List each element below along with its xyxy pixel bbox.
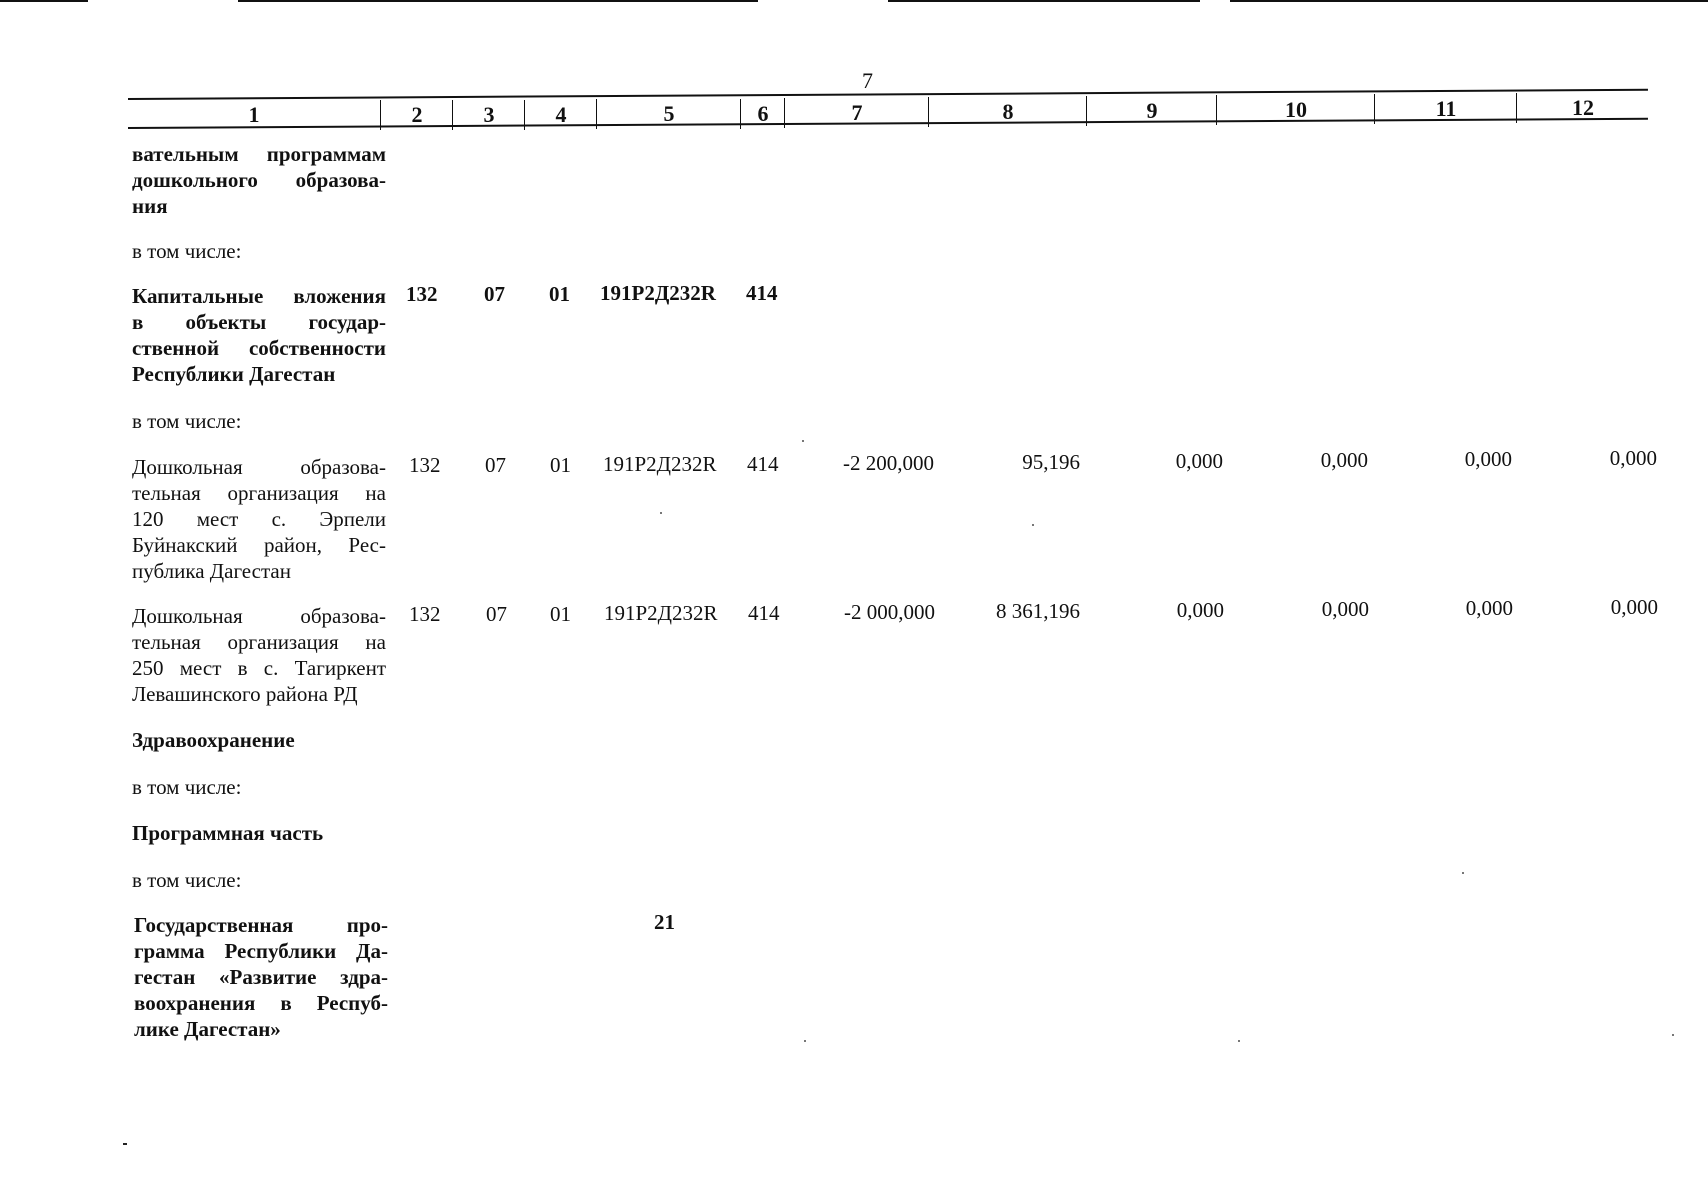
cell-col-9: 0,000 <box>1176 598 1224 622</box>
header-col-7: 7 <box>784 98 929 128</box>
header-col-11: 11 <box>1374 94 1517 124</box>
header-col-2: 2 <box>380 100 453 130</box>
cell-col-7: -2 200,000 <box>843 451 934 475</box>
cell-col-10: 0,000 <box>1320 448 1368 472</box>
row-description <box>132 408 386 434</box>
description-line: гестан «Развитие здра- <box>134 965 388 989</box>
description-line: воохранения в Респуб- <box>134 991 388 1015</box>
description-line: тельная организация на <box>132 630 386 654</box>
description-line: 120 мест с. Эрпели <box>132 507 386 531</box>
cell-col-10: 0,000 <box>1321 597 1369 621</box>
description-line: ственной собственности <box>132 336 386 360</box>
cell-col-2: 132 <box>409 602 441 626</box>
cell-col-3: 07 <box>485 453 506 477</box>
cell-col-5: 191Р2Д232R <box>603 452 717 476</box>
scan-speck <box>804 1040 806 1042</box>
cell-col-3: 07 <box>484 282 505 306</box>
top-edge-line <box>1230 0 1708 2</box>
cell-col-5: 191Р2Д232R <box>600 281 716 305</box>
row-description <box>132 867 386 893</box>
top-edge-line <box>888 0 1200 2</box>
header-col-9: 9 <box>1086 96 1217 126</box>
header-col-1: 1 <box>248 102 260 127</box>
description-line: публика Дагестан <box>132 559 291 583</box>
scan-speck <box>802 440 804 442</box>
cell-col-3: 07 <box>486 602 507 626</box>
row-description <box>132 454 386 584</box>
cell-col-11: 0,000 <box>1464 447 1512 471</box>
description-line: Левашинского района РД <box>132 682 358 706</box>
header-col-4: 4 <box>524 100 597 130</box>
row-description <box>132 603 386 707</box>
description-line: Республики Дагестан <box>132 362 336 386</box>
header-col-12: 12 <box>1516 93 1649 123</box>
description-line: в том числе: <box>132 868 242 892</box>
cell-col-8: 8 361,196 <box>996 599 1080 623</box>
cell-col-4: 01 <box>550 602 571 626</box>
description-line: в том числе: <box>132 409 242 433</box>
header-col-3: 3 <box>452 100 525 130</box>
cell-col-8: 95,196 <box>1022 450 1080 474</box>
scan-speck <box>1238 1040 1240 1042</box>
row-description <box>132 820 386 846</box>
row-description <box>132 774 386 800</box>
header-col-8: 8 <box>928 97 1087 127</box>
cell-col-7: -2 000,000 <box>844 600 935 624</box>
row-description <box>132 727 386 753</box>
cell-col-12: 0,000 <box>1610 595 1658 619</box>
row-description <box>132 283 386 387</box>
description-line: в объекты государ- <box>132 310 386 334</box>
scan-speck <box>1462 872 1464 874</box>
description-line: Капитальные вложения <box>132 284 386 308</box>
description-line: Программная часть <box>132 821 324 845</box>
description-line: Дошкольная образова- <box>132 604 386 628</box>
top-edge-line <box>238 0 758 2</box>
cell-col-2: 132 <box>409 453 441 477</box>
description-line: в том числе: <box>132 239 242 263</box>
description-line: Буйнакский район, Рес- <box>132 533 386 557</box>
scan-speck <box>1032 524 1034 526</box>
description-line: вательным программам <box>132 142 386 166</box>
cell-col-4: 01 <box>550 453 571 477</box>
description-line: в том числе: <box>132 775 242 799</box>
row-description <box>132 141 386 219</box>
cell-col-12: 0,000 <box>1609 446 1657 470</box>
scan-speck <box>660 512 662 514</box>
cell-col-2: 132 <box>406 282 438 306</box>
scan-speck <box>123 1143 127 1145</box>
scan-speck <box>1672 1034 1674 1036</box>
description-line: Дошкольная образова- <box>132 455 386 479</box>
header-col-5: 5 <box>596 99 741 129</box>
description-line: тельная организация на <box>132 481 386 505</box>
cell-col-5: 191Р2Д232R <box>604 601 718 625</box>
cell-col-5: 21 <box>654 910 675 934</box>
page-number: 7 <box>862 68 873 93</box>
cell-col-6: 414 <box>746 281 778 305</box>
cell-col-6: 414 <box>748 601 780 625</box>
description-line: 250 мест в с. Тагиркент <box>132 656 386 680</box>
header-col-6: 6 <box>740 99 785 129</box>
cell-col-6: 414 <box>747 452 779 476</box>
description-line: Государственная про- <box>134 913 388 937</box>
description-line: грамма Республики Да- <box>134 939 388 963</box>
row-description <box>134 912 388 1042</box>
header-col-10: 10 <box>1216 95 1375 125</box>
cell-col-11: 0,000 <box>1465 596 1513 620</box>
row-description <box>132 238 386 264</box>
cell-col-9: 0,000 <box>1175 449 1223 473</box>
description-line: Здравоохранение <box>132 728 295 752</box>
description-line: лике Дагестан» <box>134 1017 281 1041</box>
top-edge-line <box>0 0 88 2</box>
description-line: ния <box>132 194 168 218</box>
description-line: дошкольного образова- <box>132 168 386 192</box>
cell-col-4: 01 <box>549 282 570 306</box>
